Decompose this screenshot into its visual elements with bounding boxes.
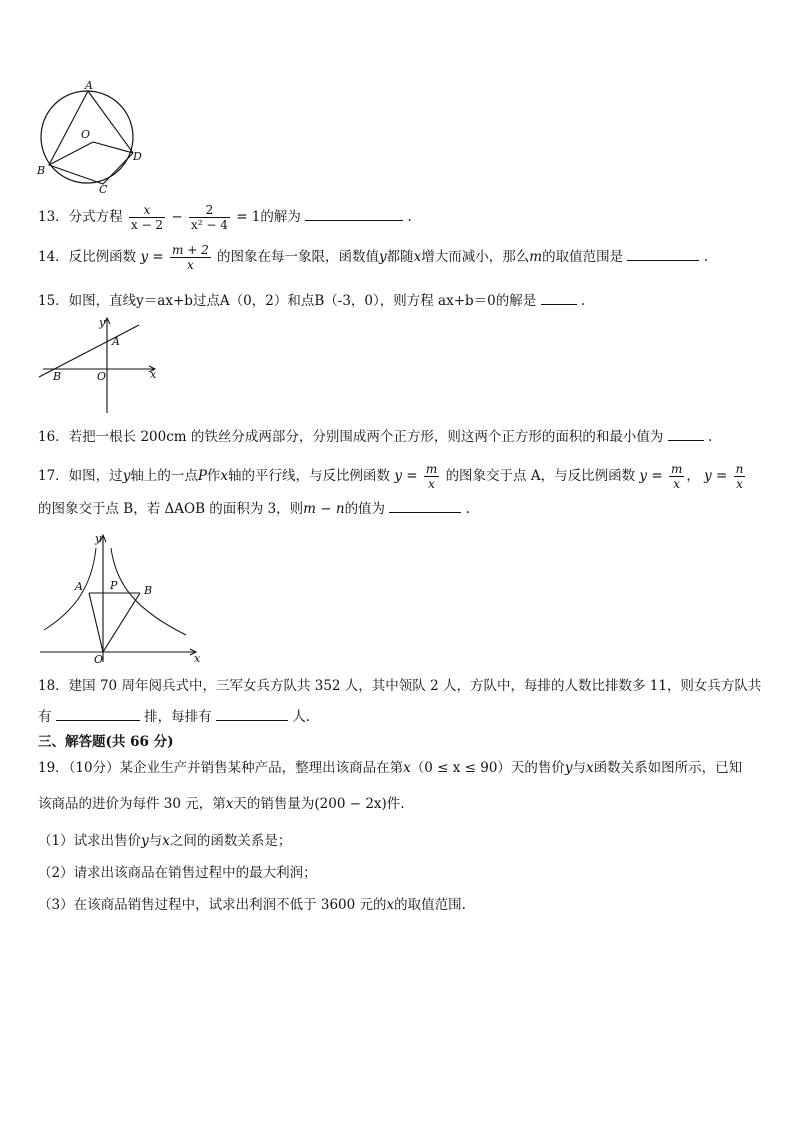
fig17-label-y: y: [95, 532, 102, 545]
q13-end: .: [407, 209, 412, 225]
q13-f1-num: x: [143, 203, 151, 217]
label-d: D: [133, 150, 142, 163]
q14-m: m: [529, 249, 543, 265]
q17-y-eq-2: y =: [639, 468, 663, 484]
q17-f3-num: n: [735, 462, 744, 476]
q16-text: 16．若把一根长 200cm 的铁丝分成两部分，分别围成两个正方形，则这两个正方形的面积的和最小值为: [38, 429, 664, 445]
q17-p: P: [197, 468, 207, 484]
question-19-sub-1: [38, 831, 291, 851]
q19-line1b: 天的售价: [510, 760, 565, 776]
q14-answer-blank[interactable]: [627, 246, 699, 261]
q19-line2c: 件.: [386, 796, 405, 812]
q19-s1b: 与: [148, 833, 163, 849]
q18-answer-blank-1[interactable]: [56, 706, 140, 721]
section-3-heading: 三、解答题(共 66 分): [38, 734, 174, 750]
q17-y-eq-1: y =: [394, 468, 418, 484]
q15-end: .: [580, 293, 586, 309]
q14-middle3: 增大而减小，那么: [421, 249, 530, 265]
q19-s1a: （1）试求出售价: [38, 833, 142, 849]
q14-end: .: [703, 249, 708, 265]
q17-x: x: [220, 468, 229, 484]
question-14: [38, 243, 708, 272]
q19-x1: x: [403, 760, 411, 776]
q17-f1-num: m: [425, 462, 438, 476]
label-o: O: [81, 128, 91, 141]
q17-line1c: 作: [206, 468, 221, 484]
question-17-line-1: [38, 462, 747, 491]
q19-line2b: 天的销售量为: [233, 796, 315, 812]
q18-line2c: 人.: [292, 709, 310, 725]
fig17-label-x: x: [194, 652, 201, 665]
q14-middle4: 的取值范围是: [542, 249, 624, 265]
q14-middle: 的图象在每一象限，函数值: [217, 249, 380, 265]
q17-line1e: 的图象交于点 A，与反比例函数: [445, 468, 636, 484]
question-13: [38, 203, 412, 232]
fig15-label-b: B: [53, 370, 62, 383]
label-a: A: [85, 79, 93, 92]
q14-prefix: 14．反比例函数: [38, 249, 137, 265]
q19-line2a: 该商品的进价为每件 30 元，第: [38, 796, 226, 812]
q18-line1: 18．建国 70 周年阅兵式中，三军女兵方队共 352 人，其中领队 2 人，方队中，每排的人数比排数多 11，则女兵方队共: [38, 678, 762, 694]
q19-y1: y: [564, 760, 573, 776]
q17-fraction-3: [734, 462, 746, 491]
q16-answer-blank[interactable]: [668, 426, 704, 441]
q14-fraction: [170, 243, 211, 272]
q13-answer-blank[interactable]: [305, 206, 403, 221]
q17-f3-den: x: [734, 476, 746, 491]
question-19-sub-2: [38, 863, 317, 883]
q18-line2b: 排，每排有: [144, 709, 212, 725]
q19-s3x: x: [386, 897, 395, 913]
q17-line1d: 轴的平行线，与反比例函数: [228, 468, 391, 484]
q17-line1a: 17．如图，过: [38, 468, 123, 484]
fig15-label-o: O: [97, 370, 107, 383]
q14-f-num: m + 2: [172, 243, 209, 257]
q15-text: 15．如图，直线y＝ax+b过点A（0，2）和点B（-3，0），则方程 ax+b＝0的解是: [38, 293, 537, 309]
fig17-label-p: P: [110, 579, 118, 592]
question-18-line-2: [38, 706, 310, 727]
q19-s1x: x: [162, 833, 170, 849]
question-19-line-1: [38, 758, 742, 778]
q19-range: （0 ≤ x ≤ 90）: [410, 760, 511, 776]
q17-line2b: 的值为: [344, 501, 386, 517]
q16-end: .: [707, 429, 713, 445]
q19-line1a: 19．（10分）某企业生产并销售某种产品，整理出该商品在第: [38, 760, 404, 776]
q13-minus: −: [171, 209, 183, 225]
question-19-line-2: [38, 794, 405, 814]
line-figure: [35, 313, 170, 415]
fig15-label-a: A: [112, 335, 120, 348]
fig17-label-b: B: [144, 584, 153, 597]
question-15: [38, 290, 585, 311]
q17-comma: ，: [686, 468, 700, 484]
q17-mn: m − n: [303, 501, 345, 517]
q19-expr: (200 − 2x): [314, 796, 387, 812]
q13-prefix: 13．分式方程: [38, 209, 123, 225]
q19-s3a: （3）在该商品销售过程中，试求出利润不低于 3600 元的: [38, 897, 387, 913]
q13-fraction-2: [189, 203, 230, 232]
q17-f2-num: m: [670, 462, 683, 476]
q13-f1-den: x − 2: [130, 218, 164, 232]
q17-y-eq-3: y =: [704, 468, 728, 484]
q13-f2-den: x² − 4: [190, 218, 228, 232]
q14-middle2: 都随: [386, 249, 414, 265]
q13-f2-num: 2: [205, 203, 214, 217]
q17-f2-den: x: [669, 476, 684, 491]
q17-y: y: [122, 468, 131, 484]
q17-end: .: [465, 501, 470, 517]
q14-y: y: [379, 249, 387, 265]
q17-f1-den: x: [424, 476, 439, 491]
fig15-label-x: x: [150, 368, 157, 381]
q13-fraction-1: [129, 203, 165, 232]
question-19-sub-3: [38, 895, 466, 915]
question-18-line-1: [38, 676, 761, 696]
q14-f-den: x: [170, 257, 211, 272]
q14-x: x: [413, 249, 422, 265]
q19-s2: （2）请求出该商品在销售过程中的最大利润；: [38, 865, 317, 881]
question-16: [38, 426, 712, 447]
q17-fraction-1: [424, 462, 439, 491]
label-b: B: [37, 164, 46, 177]
q17-line2a: 的图象交于点 B，若 ΔAOB 的面积为 3，则: [38, 501, 304, 517]
label-c: C: [99, 183, 108, 196]
q19-s1c: 之间的函数关系是；: [169, 833, 292, 849]
q19-s3b: 的取值范围.: [394, 897, 466, 913]
q19-line1d: 函数关系如图所示，已知: [593, 760, 743, 776]
circle-figure: [35, 80, 155, 195]
fig17-label-o: O: [94, 653, 104, 666]
q17-answer-blank[interactable]: [389, 498, 461, 513]
q19-x2: x: [586, 760, 594, 776]
q19-s1y: y: [141, 833, 149, 849]
q15-answer-blank[interactable]: [541, 290, 577, 305]
q17-line1b: 轴上的一点: [130, 468, 198, 484]
q18-line2a: 有: [38, 709, 52, 725]
q14-y-eq: y =: [140, 249, 164, 265]
q18-answer-blank-2[interactable]: [216, 706, 288, 721]
q17-fraction-2: [669, 462, 684, 491]
q19-line1c: 与: [572, 760, 587, 776]
fig15-label-y: y: [99, 316, 106, 329]
q19-x3: x: [225, 796, 234, 812]
fig17-label-a: A: [75, 580, 83, 593]
question-17-line-2: [38, 498, 470, 519]
q13-equals: = 1的解为: [236, 209, 301, 225]
hyperbola-figure: [36, 530, 206, 668]
